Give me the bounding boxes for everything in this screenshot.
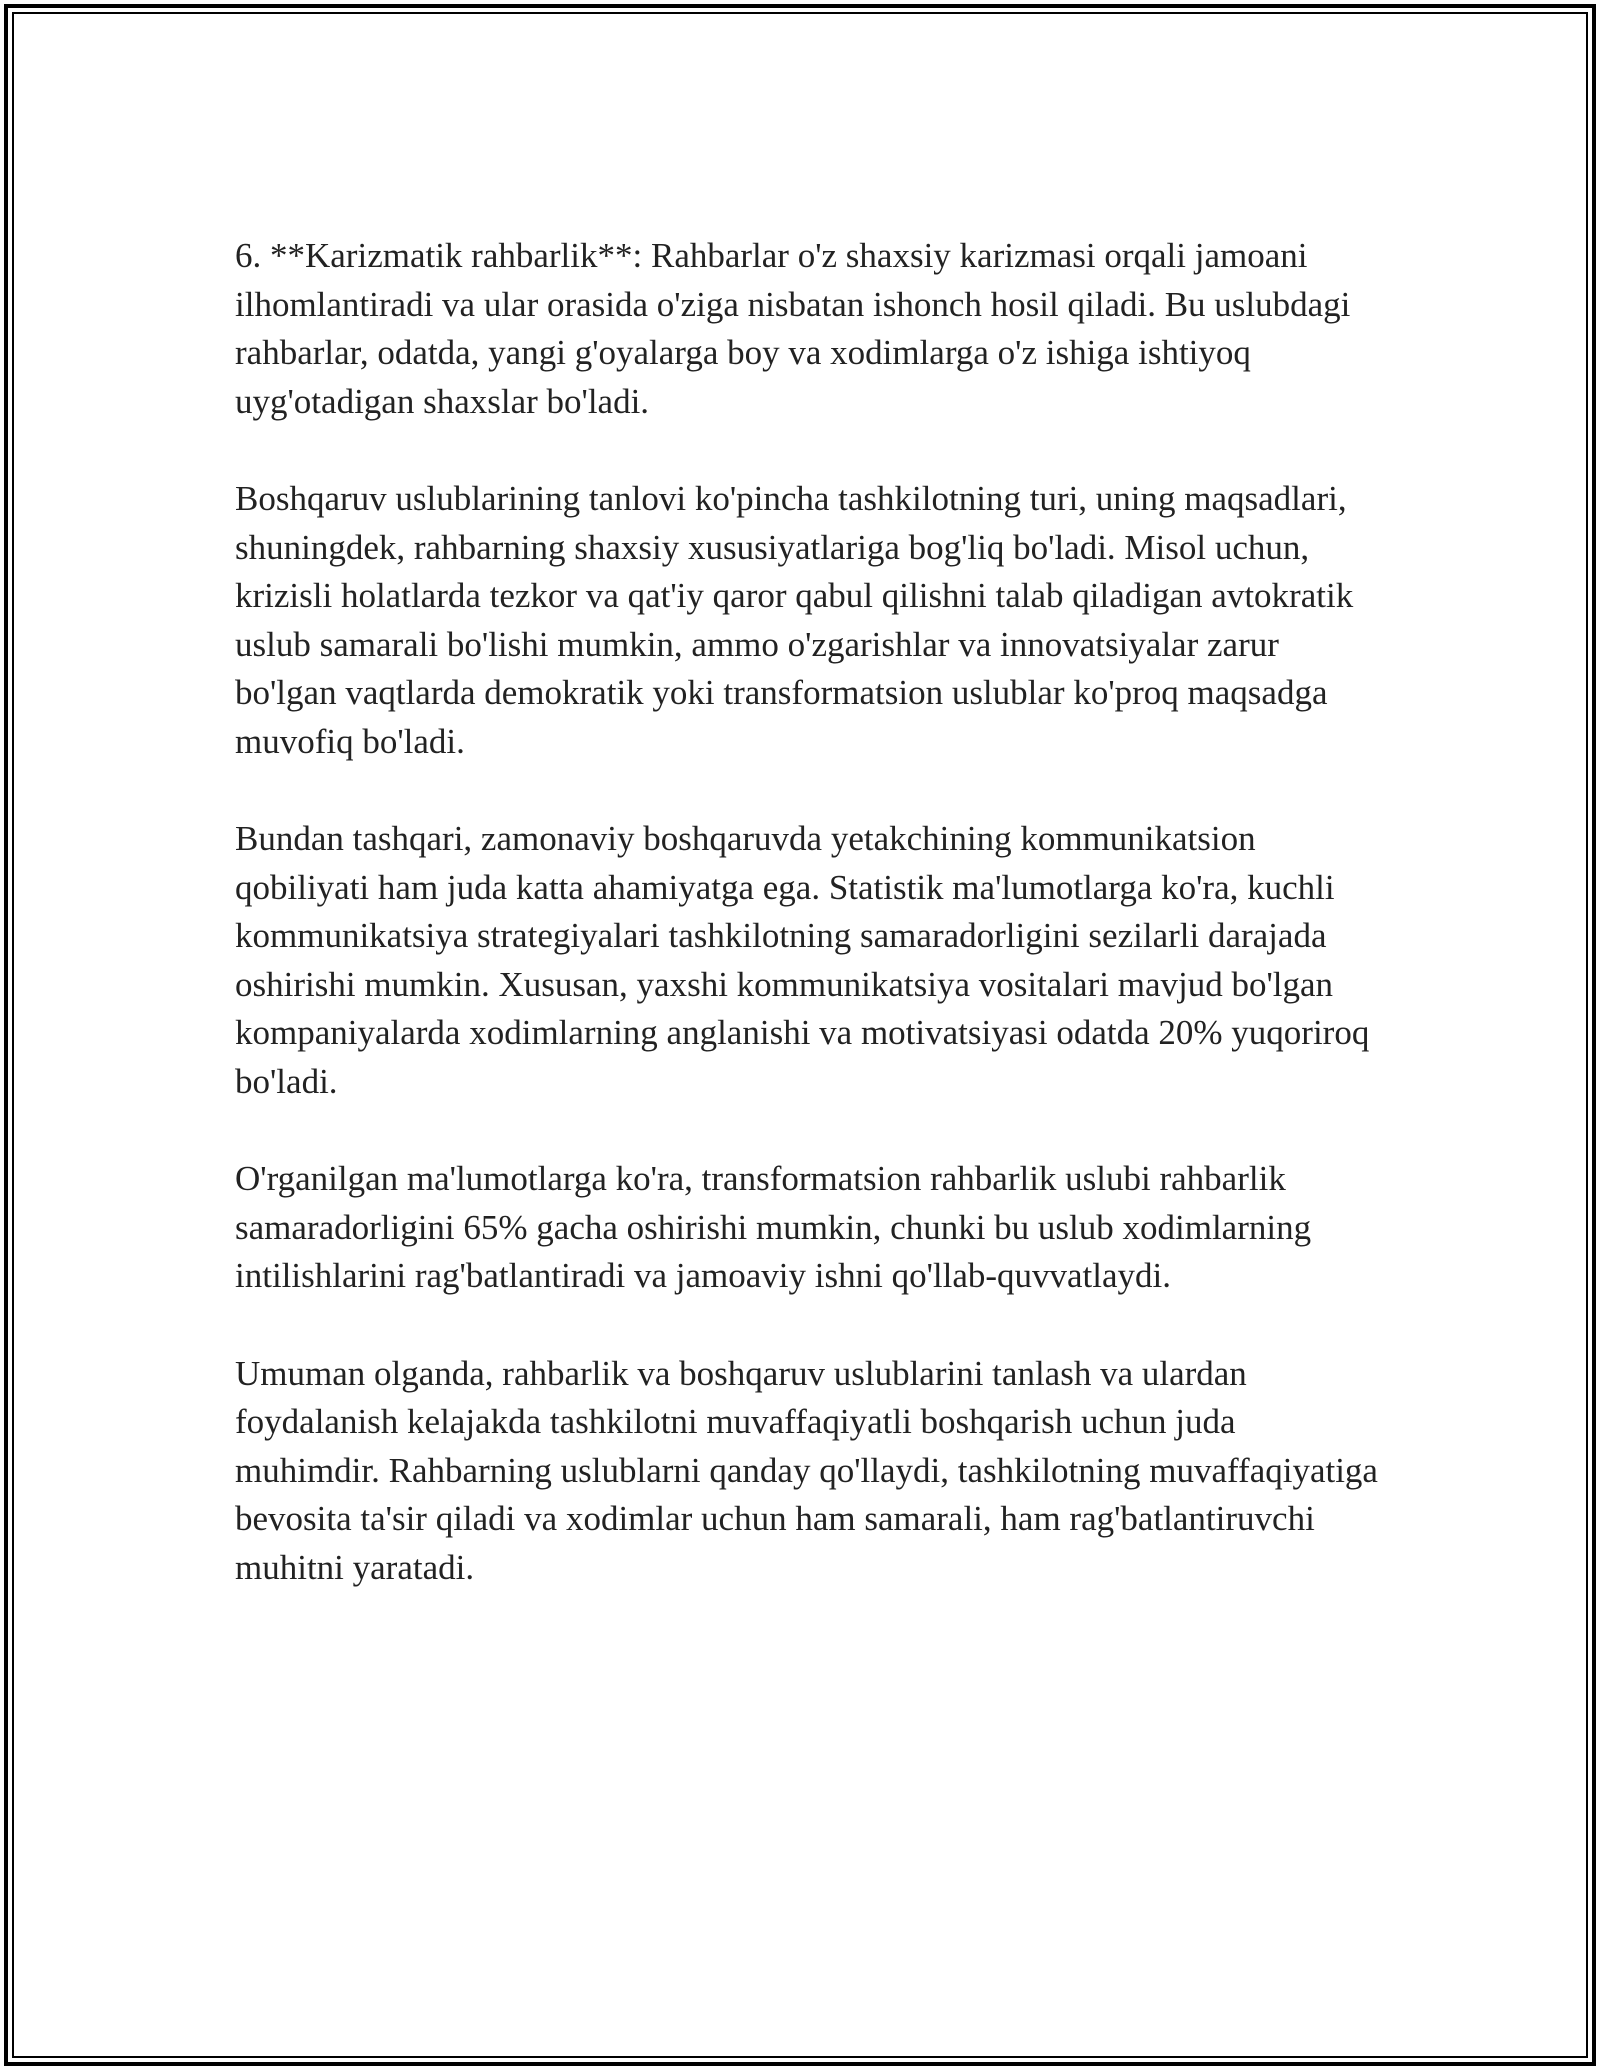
paragraph-communication: Bundan tashqari, zamonaviy boshqaruvda yetakchining kommunikatsion qobiliyati ham juda katta ahamiyatga ega. Statistik ma'lumotlarga ko'ra, kuchli kommunikatsiya strategiyalari tashkilotning samaradorligini sezilarli darajada oshirishi mumkin. Xususan, yaxshi kommunikatsiya vositalari mavjud bo'lgan kompaniyalarda xodimlarning anglanishi va motivatsiyasi odatda 20% yuqoriroq bo'ladi.: [235, 819, 1370, 1101]
paragraph-charismatic-leadership: 6. **Karizmatik rahbarlik**: Rahbarlar o'z shaxsiy karizmasi orqali jamoani ilhomlantiradi va ular orasida o'ziga nisbatan ishonch hosil qiladi. Bu uslubdagi rahbarlar, odatda, yangi g'oyalarga boy va xodimlarga o'z ishiga ishtiyoq uyg'otadigan shaxslar bo'ladi.: [235, 236, 1351, 421]
paragraph-transformational-study: O'rganilgan ma'lumotlarga ko'ra, transformatsion rahbarlik uslubi rahbarlik samaradorligini 65% gacha oshirishi mumkin, chunki bu uslub xodimlarning intilishlarini rag'batlantiradi va jamoaviy ishni qo'llab-quvvatlaydi.: [235, 1159, 1312, 1295]
paragraph-conclusion: Umuman olganda, rahbarlik va boshqaruv uslublarini tanlash va ulardan foydalanish kelajakda tashkilotni muvaffaqiyatli boshqarish uchun juda muhimdir. Rahbarning uslublarni qanday qo'llaydi, tashkilotning muvaffaqiyatiga bevosita ta'sir qiladi va xodimlar uchun ham samarali, ham rag'batlantiruvchi muhitni yaratadi.: [235, 1353, 1378, 1587]
document-body: [235, 232, 1385, 1641]
paragraph-style-choice: Boshqaruv uslublarining tanlovi ko'pincha tashkilotning turi, uning maqsadlari, shuningdek, rahbarning shaxsiy xususiyatlariga bog'liq bo'ladi. Misol uchun, krizisli holatlarda tezkor va qat'iy qaror qabul qilishni talab qiladigan avtokratik uslub samarali bo'lishi mumkin, ammo o'zgarishlar va innovatsiyalar zarur bo'lgan vaqtlarda demokratik yoki transformatsion uslublar ko'proq maqsadga muvofiq bo'ladi.: [235, 479, 1354, 761]
